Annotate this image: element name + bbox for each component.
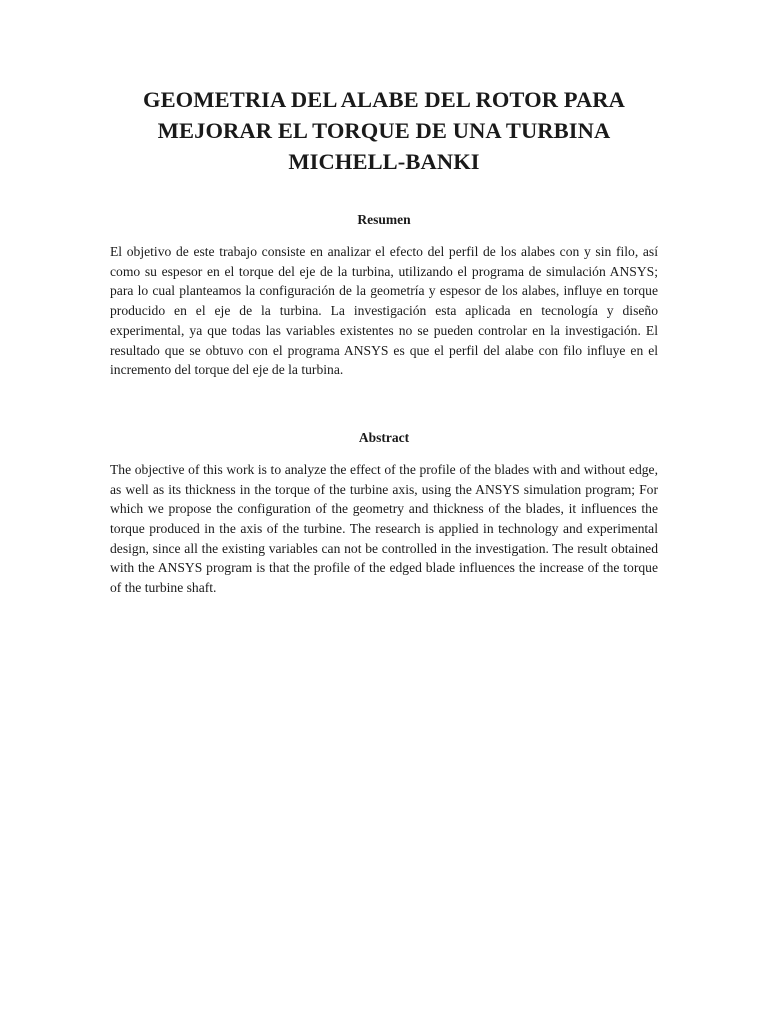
title-line-1: GEOMETRIA DEL ALABE DEL ROTOR PARA [142, 87, 626, 112]
title-line-3: MICHELL-BANKI [288, 149, 480, 174]
abstract-heading: Abstract [358, 429, 410, 445]
resumen-section [110, 211, 658, 380]
resumen-heading: Resumen [357, 212, 411, 227]
paper-title [110, 84, 658, 177]
abstract-text: The objective of this work is to analyze the effect of the profile of the blades with and without edge, as well as its thickness in the torque of the turbine axis, using the ANSYS simulation program; For which we propose the configuration of the geometry and thickness of the blades, it influences the torque produced in the axis of the turbine. The research is applied in technology and experimental design, since all the existing variables can not be controlled in the investigation. The result obtained with the ANSYS program is that the profile of the edged blade influences the increase of the torque of the turbine shaft. [110, 461, 658, 596]
title-line-2: MEJORAR EL TORQUE DE UNA TURBINA [157, 118, 611, 143]
abstract-section [110, 429, 658, 598]
resumen-text: El objetivo de este trabajo consiste en analizar el efecto del perfil de los alabes con y sin filo, así como su espesor en el torque del eje de la turbina, utilizando el programa de simulación ANSYS; para lo cual planteamos la configuración de la geometría y espesor de los alabes, influye en torque producido en el eje de la turbina. La investigación esta aplicada en tecnología y diseño experimental, ya que todas las variables existentes no se pueden controlar en la investigación. El resultado que se obtuvo con el programa ANSYS es que el perfil del alabe con filo influye en el incremento del torque del eje de la turbina. [110, 244, 658, 378]
